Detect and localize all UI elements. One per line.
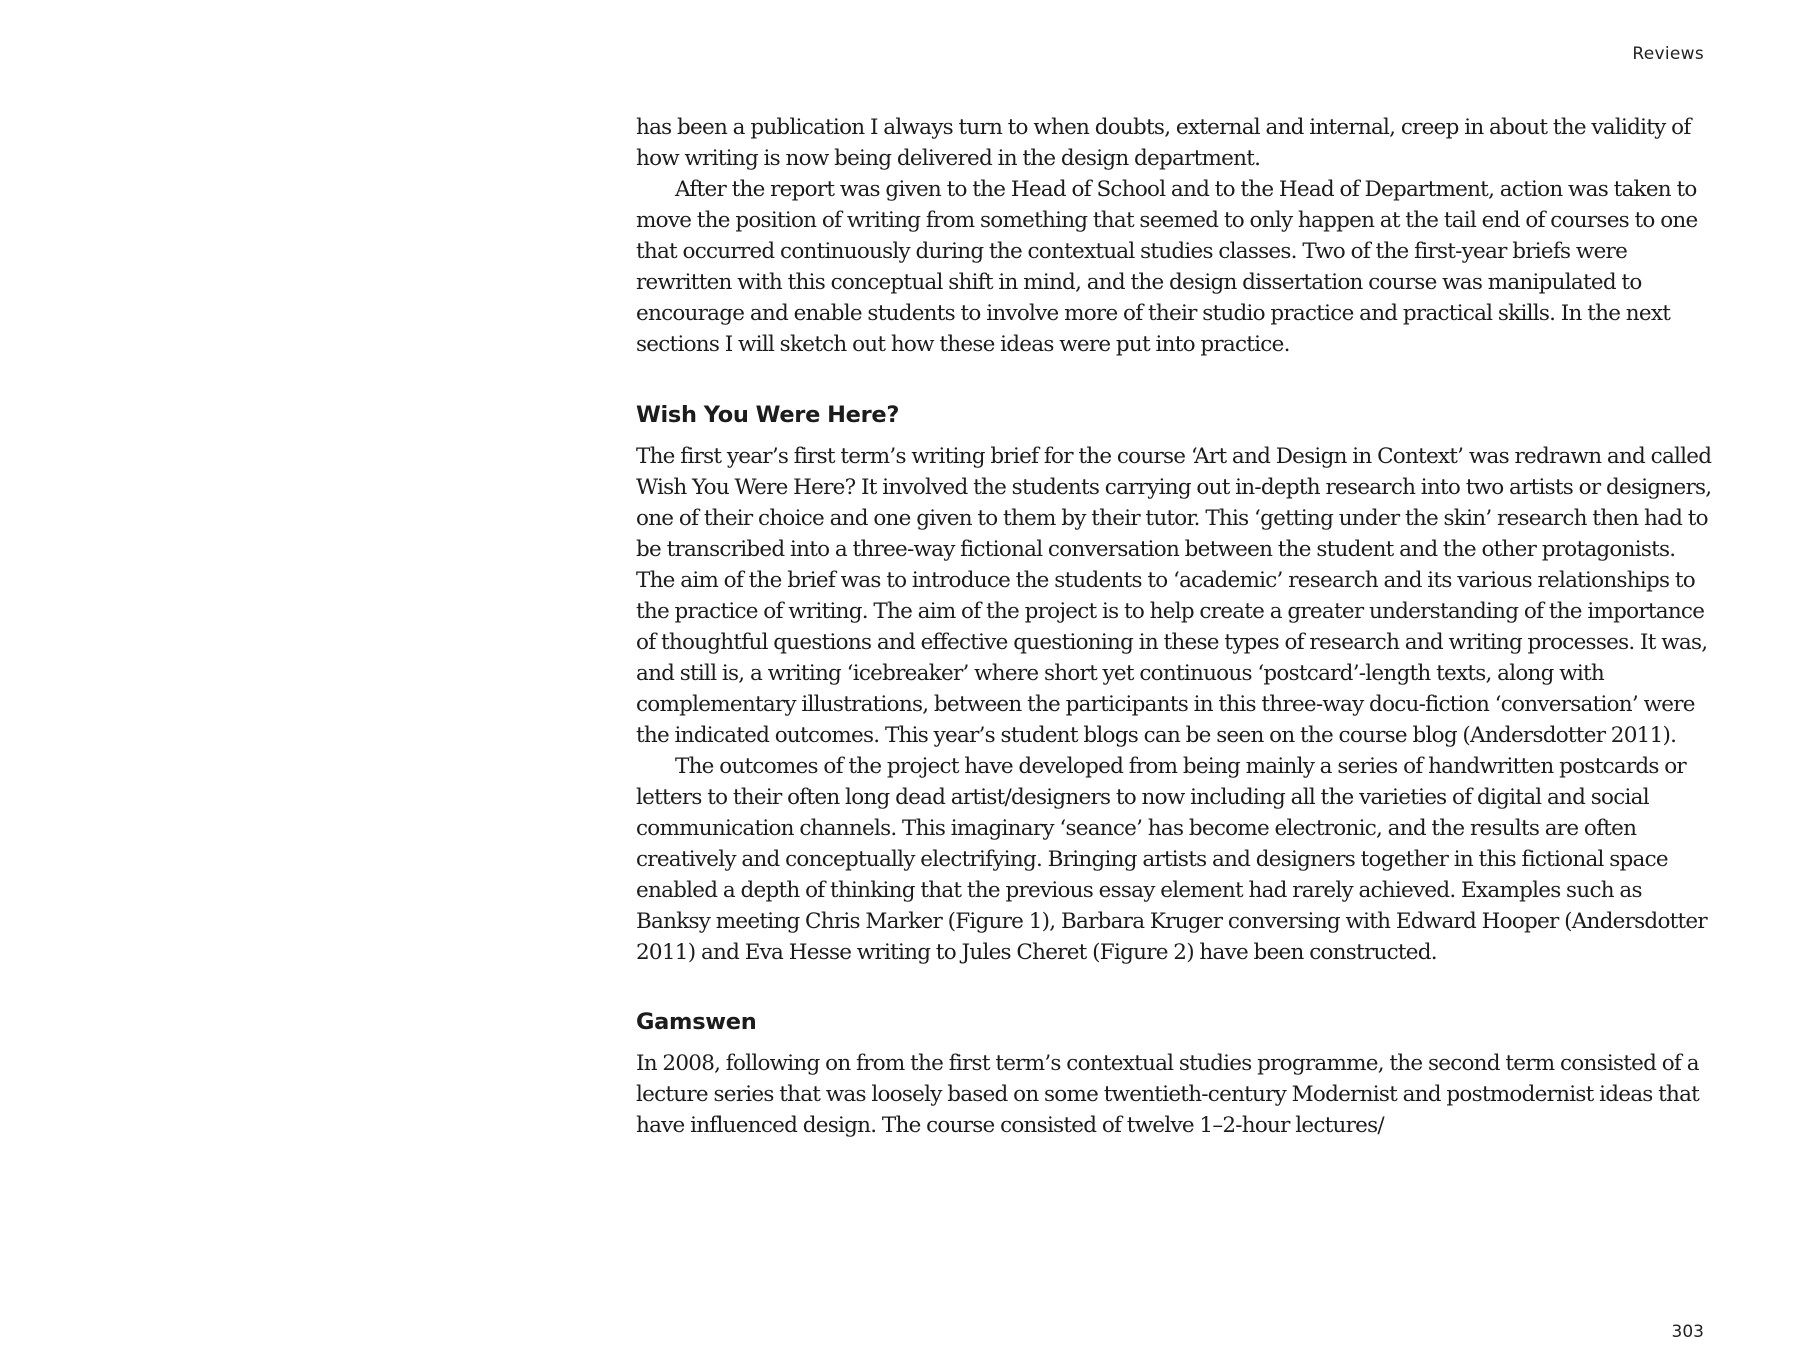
running-header: Reviews — [1632, 44, 1704, 64]
section-heading-gamswen: Gamswen — [636, 1009, 757, 1035]
body-text — [636, 112, 1716, 1141]
paragraph-report-action: After the report was given to the Head of School and to the Head of Department, action was taken to move the position of writing from something that seemed to only happen at the tail end of courses to one that occurred continuously during the contextual studies classes. Two of the first-year briefs were rewritten with this conceptual shift in mind, and the design dissertation course was manipulated to encourage and enable students to involve more of their studio practice and practical skills. In the next sections I will sketch out how these ideas were put into practice. — [636, 177, 1698, 357]
paragraph-continuation: has been a publication I always turn to when doubts, external and internal, creep in about the validity of how writing is now being delivered in the design department. — [636, 115, 1691, 171]
section-heading-wish-you-were-here: Wish You Were Here? — [636, 402, 900, 428]
paragraph-project-outcomes: The outcomes of the project have developed from being mainly a series of handwritten postcards or letters to their often long dead artist/designers to now including all the varieties of digital and social communication channels. This imaginary ‘seance’ has become electronic, and the results are often creatively and conceptually electrifying. Bringing artists and designers together in this fictional space enabled a depth of thinking that the previous essay element had rarely achieved. Examples such as Banksy meeting Chris Marker (Figure 1), Barbara Kruger conversing with Edward Hooper (Andersdotter 2011) and Eva Hesse writing to Jules Cheret (Figure 2) have been constructed. — [636, 754, 1707, 965]
paragraph-first-year-brief: The first year’s first term’s writing brief for the course ‘Art and Design in Context’ was redrawn and called Wish You Were Here? It involved the students carrying out in-depth research into two artists or designers, one of their choice and one given to them by their tutor. This ‘getting under the skin’ research then had to be transcribed into a three-way fictional conversation between the student and the other protagonists. The aim of the brief was to introduce the students to ‘academic’ research and its various relationships to the practice of writing. The aim of the project is to help create a greater understanding of the importance of thoughtful questions and effective questioning in these types of research and writing processes. It was, and still is, a writing ‘icebreaker’ where short yet continuous ‘postcard’-length texts, along with complementary illustrations, between the participants in this three-way docu-fiction ‘conversation’ were the indicated outcomes. This year’s student blogs can be seen on the course blog (Andersdotter 2011). — [636, 444, 1712, 748]
page-number: 303 — [1671, 1322, 1704, 1342]
paragraph-gamswen-intro: In 2008, following on from the first term’s contextual studies programme, the second term consisted of a lecture series that was loosely based on some twentieth-century Modernist and postmodernist ideas that have influenced design. The course consisted of twelve 1–2-hour lectures/ — [636, 1051, 1700, 1138]
